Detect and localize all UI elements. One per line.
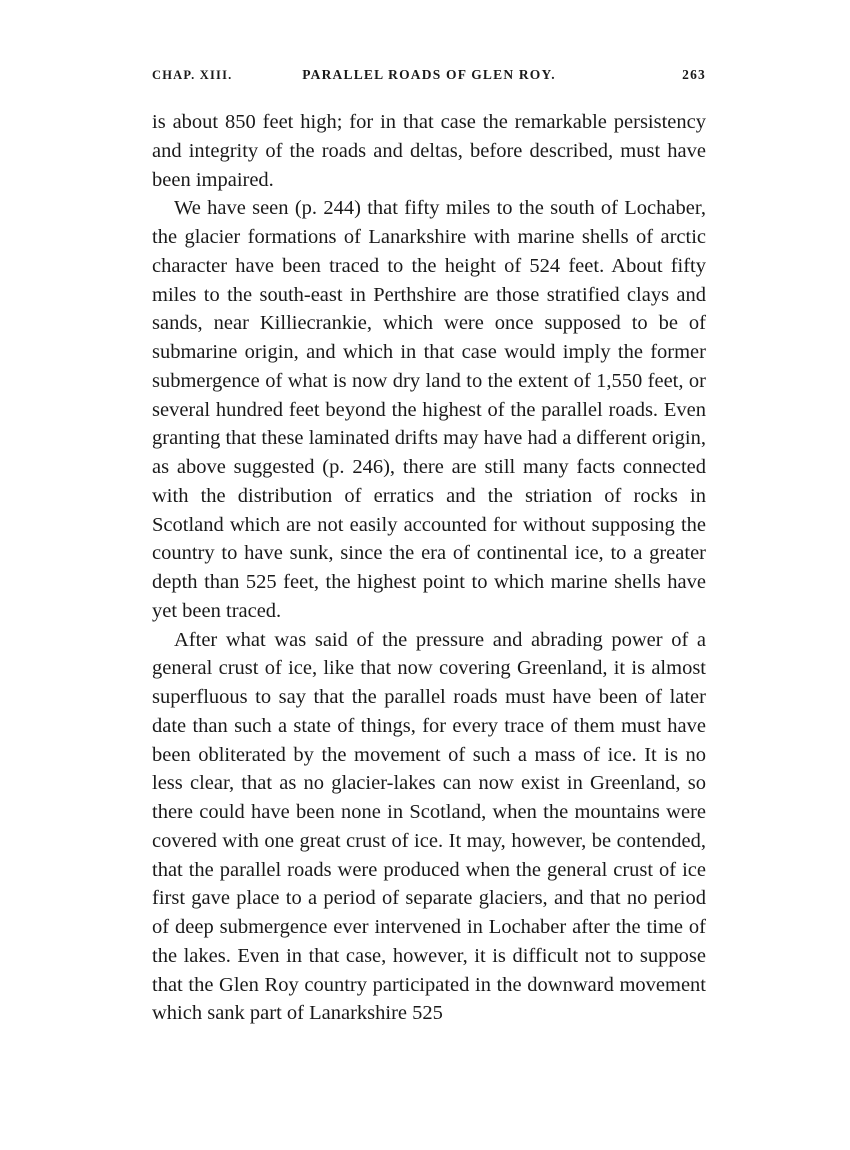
running-title: PARALLEL ROADS OF GLEN ROY.	[302, 67, 556, 82]
book-page	[152, 64, 706, 1028]
running-head	[152, 64, 706, 90]
paragraph: After what was said of the pressure and abrading power of a general crust of ice, like that now covering Greenland, it is almost superfluous to say that the parallel roads must have been of later date than such a state of things, for every trace of them must have been obliterated by the movement of such a mass of ice. It is no less clear, that as no glacier-lakes can now exist in Greenland, so there could have been none in Scotland, when the mountains were covered with one great crust of ice. It may, however, be contended, that the parallel roads were produced when the general crust of ice first gave place to a period of separate glaciers, and that no period of deep submergence ever intervened in Lochaber after the time of the lakes. Even in that case, however, it is difficult not to suppose that the Glen Roy country participated in the downward movement which sank part of Lanarkshire 525	[152, 628, 706, 1025]
page-number: 263	[682, 67, 706, 82]
chapter-label: CHAP. XIII.	[152, 68, 233, 82]
paragraph: We have seen (p. 244) that fifty miles to the south of Lochaber, the glacier formations of Lanarkshire with marine shells of arctic character have been traced to the height of 524 feet. About fifty miles to the south-east in Perthshire are those stratified clays and sands, near Killiecrankie, which were once supposed to be of submarine origin, and which in that case would imply the former submergence of what is now dry land to the extent of 1,550 feet, or several hundred feet beyond the highest of the parallel roads. Even granting that these laminated drifts may have had a different origin, as above suggested (p. 246), there are still many facts connected with the distribution of erratics and the striation of rocks in Scotland which are not easily accounted for without supposing the country to have sunk, since the era of continental ice, to a greater depth than 525 feet, the highest point to which marine shells have yet been traced.	[152, 197, 706, 622]
body-text	[152, 108, 706, 1028]
paragraph-continued: is about 850 feet high; for in that case the remarkable persistency and integrity of the roads and deltas, before described, must have been impaired.	[152, 111, 706, 191]
